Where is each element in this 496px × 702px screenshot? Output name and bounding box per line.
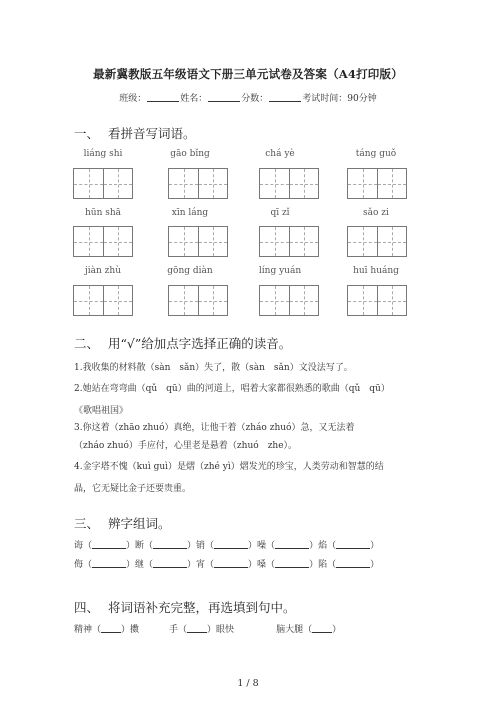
- answer-blank[interactable]: [312, 625, 332, 633]
- pinyin-label: táng guǒ: [355, 149, 397, 159]
- answer-blank[interactable]: [92, 560, 126, 568]
- answer-blank[interactable]: [153, 541, 187, 549]
- answer-blank[interactable]: [92, 541, 126, 549]
- answer-blank[interactable]: [214, 541, 248, 549]
- answer-blank[interactable]: [336, 560, 370, 568]
- question-line: 2.她站在弯弯曲（qǔ qū）曲的河道上，唱着大家都很熟悉的歌曲（qǔ qū）: [74, 384, 390, 394]
- section-1-heading: 一、 看拼音写词语。: [74, 126, 196, 141]
- word-group-row: 诲（ ）断（ ）销（ ）噪（ ）焰（ ）: [74, 541, 380, 551]
- pinyin-label: líng yuán: [258, 266, 302, 276]
- class-label: 班级：: [119, 94, 147, 104]
- pinyin-label: jiàn zhù: [84, 266, 122, 276]
- page-title: 最新冀教版五年级语文下册三单元试卷及答案（A4打印版）: [93, 67, 403, 81]
- pinyin-label: xīn láng: [171, 208, 209, 218]
- time-label: 考试时间：90分钟: [302, 94, 377, 104]
- answer-blank[interactable]: [187, 625, 207, 633]
- writing-grid[interactable]: [168, 285, 228, 316]
- answer-blank[interactable]: [101, 625, 121, 633]
- answer-blank[interactable]: [275, 541, 309, 549]
- question-line: 晶，它无疑比金子还要贵重。: [74, 484, 192, 494]
- answer-blank[interactable]: [275, 560, 309, 568]
- answer-blank[interactable]: [153, 560, 187, 568]
- name-blank[interactable]: [208, 93, 240, 102]
- writing-grid[interactable]: [259, 226, 319, 257]
- writing-grid[interactable]: [259, 285, 319, 316]
- student-info-line: [0, 91, 496, 104]
- pinyin-label: hūn shā: [84, 208, 122, 218]
- pinyin-label: huī huáng: [353, 266, 399, 276]
- writing-grid[interactable]: [168, 168, 228, 199]
- section-2-heading: 二、 用“√”给加点字选择正确的读音。: [74, 336, 292, 351]
- score-label: 分数：: [241, 94, 269, 104]
- question-line: 4.金字塔不愧（kuì guì）是熠（zhé yì）熠发光的珍宝，人类劳动和智慧的结: [74, 462, 384, 472]
- pinyin-label: gōng diàn: [167, 266, 213, 276]
- writing-grid[interactable]: [73, 285, 133, 316]
- question-line: 3.你这着（zhāo zhuó）真绝，让他干着（zháo zhuó）急，又无法着: [74, 423, 355, 433]
- idiom-row: 精神（ ）擞 手（ ）眼快 脑大腿（ ）: [74, 625, 342, 635]
- writing-grid[interactable]: [347, 285, 407, 316]
- answer-blank[interactable]: [214, 560, 248, 568]
- writing-grid[interactable]: [259, 168, 319, 199]
- question-line: （zháo zhuó）手应付，心里老是悬着（zhuó zhe）。: [74, 441, 298, 451]
- writing-grid[interactable]: [168, 226, 228, 257]
- pinyin-label: liáng shi: [83, 149, 123, 159]
- pinyin-label: sǎo zi: [363, 208, 389, 218]
- writing-grid[interactable]: [73, 226, 133, 257]
- page-number: 1 / 8: [237, 678, 259, 689]
- writing-grid[interactable]: [73, 168, 133, 199]
- name-label: 姓名：: [180, 94, 208, 104]
- pinyin-label: qī zǐ: [270, 208, 290, 218]
- section-4-heading: 四、 将词语补充完整，再选填到句中。: [74, 600, 296, 615]
- question-line: 《歌唱祖国》: [74, 406, 129, 416]
- class-blank[interactable]: [147, 93, 179, 102]
- word-group-row: 侮（ ）继（ ）宵（ ）嗓（ ）陷（ ）: [74, 560, 380, 570]
- answer-blank[interactable]: [336, 541, 370, 549]
- score-blank[interactable]: [269, 93, 301, 102]
- pinyin-label: chá yè: [265, 149, 295, 159]
- section-3-heading: 三、 辨字组词。: [74, 516, 171, 531]
- writing-grid[interactable]: [347, 226, 407, 257]
- writing-grid[interactable]: [347, 168, 407, 199]
- question-line: 1.我收集的材料散（sàn sǎn）失了，散（sàn sǎn）文没法写了。: [74, 363, 353, 373]
- pinyin-label: gāo bǐng: [170, 149, 210, 159]
